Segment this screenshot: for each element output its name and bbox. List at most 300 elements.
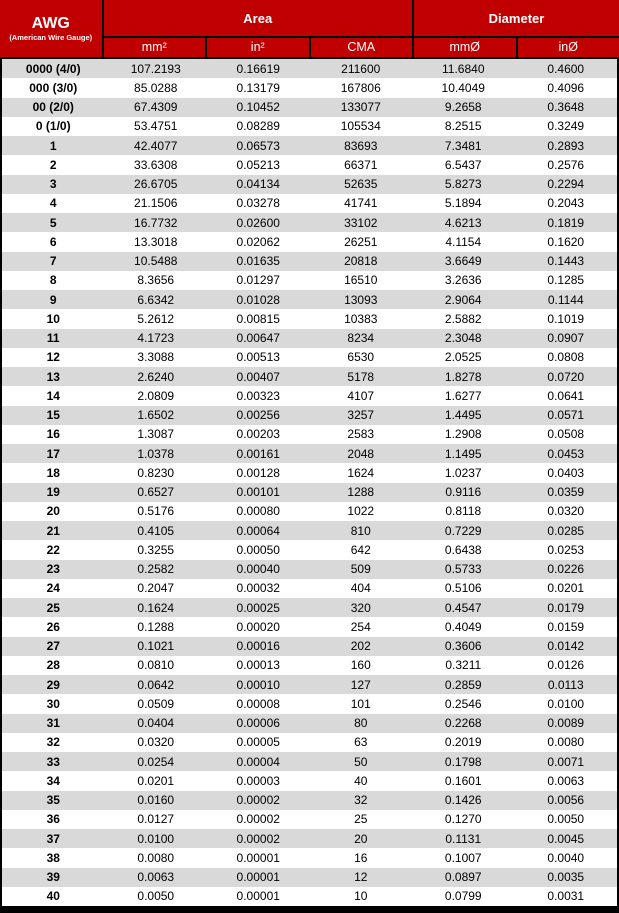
cell-mm-diameter: 0.5106	[444, 581, 482, 596]
cell-mm2-area: 107.2193	[130, 61, 181, 76]
cell-cma: 40	[354, 773, 368, 788]
cell-awg: 28	[46, 658, 60, 673]
cell-mm2-area: 0.8230	[137, 465, 175, 480]
cell-mm-diameter: 0.2268	[444, 716, 482, 731]
cell-cma: 83693	[344, 138, 378, 153]
cell-in-diameter: 0.0201	[547, 581, 585, 596]
cell-mm-diameter: 0.4547	[444, 600, 482, 615]
cell-awg: 11	[46, 331, 60, 346]
cell-mm2-area: 0.1624	[137, 600, 175, 615]
cell-cma: 167806	[340, 80, 381, 95]
cell-cma: 133077	[340, 100, 381, 115]
cell-awg: 2	[49, 157, 57, 172]
cell-mm-diameter: 1.2908	[444, 427, 482, 442]
cell-cma: 26251	[344, 234, 378, 249]
cell-cma: 10383	[344, 311, 378, 326]
cell-in-diameter: 0.0100	[547, 696, 585, 711]
cell-mm-diameter: 1.1495	[444, 446, 482, 461]
cell-awg: 0 (1/0)	[35, 119, 71, 134]
cell-in2-area: 0.00005	[236, 735, 280, 750]
cell-in-diameter: 0.1285	[547, 273, 585, 288]
table-row	[2, 771, 617, 790]
cell-in-diameter: 0.1620	[547, 234, 585, 249]
table-row	[2, 59, 617, 78]
cell-in-diameter: 0.0159	[547, 619, 585, 634]
cell-mm-diameter: 8.2515	[444, 119, 482, 134]
cell-mm2-area: 0.0050	[137, 889, 175, 904]
cell-mm-diameter: 2.3048	[444, 331, 482, 346]
cell-in2-area: 0.02062	[236, 234, 280, 249]
cell-cma: 3257	[347, 408, 375, 423]
cell-in-diameter: 0.0126	[547, 658, 585, 673]
cell-mm-diameter: 1.4495	[444, 408, 482, 423]
cell-in-diameter: 0.0285	[547, 523, 585, 538]
table-row	[2, 348, 617, 367]
cell-mm-diameter: 0.8118	[445, 504, 482, 519]
cell-in-diameter: 0.0453	[547, 446, 585, 461]
table-header	[0, 0, 619, 59]
table-row	[2, 386, 617, 405]
cell-mm2-area: 53.4751	[134, 119, 178, 134]
cell-in2-area: 0.00101	[236, 485, 280, 500]
cell-awg: 29	[46, 677, 60, 692]
table-row	[2, 829, 617, 848]
awg-header-cell	[0, 0, 102, 57]
cell-in2-area: 0.00002	[236, 812, 280, 827]
cell-awg: 36	[46, 812, 60, 827]
cell-cma: 32	[354, 793, 368, 808]
cell-awg: 39	[46, 870, 60, 885]
cell-in2-area: 0.00513	[236, 350, 280, 365]
cell-in2-area: 0.01028	[236, 292, 280, 307]
cell-mm2-area: 1.6502	[137, 408, 175, 423]
cell-mm-diameter: 0.3211	[445, 658, 482, 673]
cell-in-diameter: 0.3648	[547, 100, 585, 115]
cell-mm-diameter: 7.3481	[444, 138, 482, 153]
cell-mm2-area: 13.3018	[134, 234, 178, 249]
cell-in-diameter: 0.4096	[547, 80, 585, 95]
cell-mm2-area: 0.2047	[137, 581, 175, 596]
awg-title: AWG	[31, 14, 70, 32]
table-row	[2, 271, 617, 290]
table-row	[2, 714, 617, 733]
cell-mm2-area: 0.0320	[137, 735, 175, 750]
cell-cma: 6530	[347, 350, 375, 365]
cell-cma: 202	[350, 639, 371, 654]
cell-mm-diameter: 4.1154	[445, 234, 482, 249]
cell-mm-diameter: 0.1007	[444, 850, 482, 865]
cell-mm2-area: 0.5176	[137, 504, 175, 519]
cell-awg: 20	[46, 504, 60, 519]
cell-in2-area: 0.01635	[236, 254, 280, 269]
cell-in2-area: 0.06573	[236, 138, 280, 153]
cell-awg: 19	[46, 485, 60, 500]
cell-in-diameter: 0.0040	[547, 850, 585, 865]
cell-in2-area: 0.00032	[236, 581, 280, 596]
cell-in-diameter: 0.0808	[547, 350, 585, 365]
cell-awg: 14	[46, 388, 60, 403]
cell-mm-diameter: 3.6649	[444, 254, 482, 269]
table-row	[2, 521, 617, 540]
cell-in2-area: 0.00050	[236, 542, 280, 557]
cell-in-diameter: 0.0403	[547, 465, 585, 480]
cell-in-diameter: 0.0179	[547, 600, 585, 615]
cell-cma: 63	[354, 735, 368, 750]
cell-awg: 4	[49, 196, 57, 211]
cell-in-diameter: 0.0045	[547, 831, 585, 846]
cell-in-diameter: 0.1144	[547, 292, 584, 307]
column-header-cma: CMA	[311, 38, 413, 57]
cell-mm2-area: 42.4077	[134, 138, 178, 153]
cell-cma: 33102	[344, 215, 378, 230]
table-row	[2, 848, 617, 867]
table-row	[2, 117, 617, 136]
table-row	[2, 733, 617, 752]
cell-awg: 7	[49, 254, 57, 269]
cell-cma: 2048	[347, 446, 375, 461]
table-row	[2, 656, 617, 675]
cell-awg: 1	[49, 138, 57, 153]
cell-in2-area: 0.16619	[236, 61, 280, 76]
cell-mm-diameter: 11.6840	[442, 61, 485, 76]
table-row	[2, 502, 617, 521]
cell-in2-area: 0.00407	[236, 369, 280, 384]
table-row	[2, 194, 617, 213]
cell-in2-area: 0.00013	[236, 658, 280, 673]
cell-mm2-area: 21.1506	[134, 196, 178, 211]
cell-mm-diameter: 2.5882	[444, 311, 482, 326]
cell-cma: 211600	[341, 61, 381, 76]
diameter-group-header: Diameter	[414, 0, 619, 36]
cell-awg: 13	[46, 369, 60, 384]
cell-in2-area: 0.00016	[236, 639, 280, 654]
cell-cma: 5178	[347, 369, 375, 384]
column-header-in2-area: in²	[207, 38, 309, 57]
cell-in2-area: 0.10452	[236, 100, 280, 115]
cell-in-diameter: 0.0071	[547, 754, 585, 769]
cell-mm2-area: 0.1021	[137, 639, 175, 654]
cell-cma: 20	[354, 831, 368, 846]
cell-cma: 254	[350, 619, 371, 634]
cell-mm2-area: 67.4309	[134, 100, 178, 115]
cell-mm-diameter: 0.1270	[444, 812, 482, 827]
cell-in2-area: 0.00003	[236, 773, 280, 788]
cell-mm2-area: 10.5488	[134, 254, 178, 269]
cell-in2-area: 0.00040	[236, 562, 280, 577]
table-row	[2, 675, 617, 694]
table-row	[2, 540, 617, 559]
cell-in2-area: 0.00080	[236, 504, 280, 519]
cell-mm-diameter: 0.1131	[445, 831, 482, 846]
cell-mm2-area: 2.0809	[137, 388, 175, 403]
cell-awg: 000 (3/0)	[29, 80, 78, 95]
table-row	[2, 309, 617, 328]
cell-in-diameter: 0.0031	[547, 889, 585, 904]
cell-mm2-area: 1.0378	[137, 446, 175, 461]
cell-in2-area: 0.03278	[236, 196, 280, 211]
cell-cma: 1022	[347, 504, 375, 519]
cell-mm2-area: 0.0100	[137, 831, 175, 846]
cell-cma: 642	[350, 542, 371, 557]
cell-awg: 17	[46, 446, 60, 461]
table-row	[2, 425, 617, 444]
table-row	[2, 887, 617, 906]
cell-mm-diameter: 9.2658	[444, 100, 482, 115]
cell-cma: 52635	[344, 177, 378, 192]
cell-cma: 8234	[347, 331, 375, 346]
cell-mm2-area: 0.1288	[137, 619, 175, 634]
cell-mm2-area: 8.3656	[137, 273, 175, 288]
cell-in2-area: 0.00002	[236, 793, 280, 808]
cell-cma: 13093	[344, 292, 378, 307]
cell-in2-area: 0.00004	[236, 754, 280, 769]
cell-in-diameter: 0.0089	[547, 716, 585, 731]
cell-in-diameter: 0.2576	[547, 157, 585, 172]
cell-cma: 66371	[344, 157, 378, 172]
cell-awg: 6	[49, 234, 57, 249]
cell-awg: 3	[49, 177, 57, 192]
cell-in-diameter: 0.0035	[547, 870, 585, 885]
cell-cma: 404	[350, 581, 371, 596]
cell-awg: 21	[46, 523, 60, 538]
table-row	[2, 155, 617, 174]
table-row	[2, 252, 617, 271]
cell-in-diameter: 0.0907	[547, 331, 585, 346]
table-row	[2, 444, 617, 463]
cell-in2-area: 0.00256	[236, 408, 280, 423]
cell-mm-diameter: 0.2546	[444, 696, 482, 711]
table-row	[2, 483, 617, 502]
table-row	[2, 791, 617, 810]
cell-cma: 20818	[344, 254, 378, 269]
cell-cma: 160	[350, 658, 371, 673]
cell-mm2-area: 0.0810	[137, 658, 175, 673]
cell-awg: 31	[46, 716, 60, 731]
table-row	[2, 406, 617, 425]
cell-cma: 16	[354, 850, 368, 865]
table-row	[2, 560, 617, 579]
cell-mm-diameter: 0.7229	[444, 523, 482, 538]
cell-mm-diameter: 3.2636	[444, 273, 482, 288]
cell-in-diameter: 0.0113	[547, 677, 584, 692]
cell-in-diameter: 0.0056	[547, 793, 585, 808]
cell-in2-area: 0.00161	[236, 446, 280, 461]
cell-in2-area: 0.00323	[236, 388, 280, 403]
table-row	[2, 637, 617, 656]
cell-mm2-area: 0.0063	[137, 870, 175, 885]
cell-mm-diameter: 0.3606	[444, 639, 482, 654]
cell-mm-diameter: 0.1426	[444, 793, 482, 808]
cell-in-diameter: 0.1819	[547, 215, 585, 230]
table-body	[0, 59, 619, 906]
cell-cma: 10	[354, 889, 368, 904]
cell-awg: 35	[46, 793, 60, 808]
table-row	[2, 329, 617, 348]
table-row	[2, 98, 617, 117]
cell-awg: 15	[46, 408, 60, 423]
cell-awg: 16	[46, 427, 60, 442]
column-header-in-diameter: inØ	[518, 38, 619, 57]
cell-mm2-area: 5.2612	[137, 311, 175, 326]
cell-mm-diameter: 10.4049	[441, 80, 485, 95]
cell-mm2-area: 0.0404	[137, 716, 175, 731]
cell-mm-diameter: 0.1798	[444, 754, 482, 769]
cell-mm2-area: 0.4105	[137, 523, 175, 538]
area-group-header: Area	[104, 0, 413, 36]
table-row	[2, 810, 617, 829]
cell-cma: 25	[354, 812, 368, 827]
cell-awg: 18	[46, 465, 60, 480]
cell-in-diameter: 0.0226	[547, 562, 585, 577]
cell-in2-area: 0.04134	[236, 177, 280, 192]
cell-mm2-area: 0.2582	[137, 562, 175, 577]
cell-in2-area: 0.00006	[236, 716, 280, 731]
cell-mm-diameter: 0.4049	[444, 619, 482, 634]
cell-in2-area: 0.02600	[236, 215, 280, 230]
cell-in2-area: 0.00128	[236, 465, 280, 480]
cell-awg: 26	[46, 619, 60, 634]
cell-mm-diameter: 0.5733	[444, 562, 482, 577]
cell-mm-diameter: 0.9116	[445, 485, 482, 500]
cell-cma: 12	[354, 870, 368, 885]
cell-in-diameter: 0.0508	[547, 427, 585, 442]
cell-awg: 30	[46, 696, 60, 711]
cell-in2-area: 0.00002	[236, 831, 280, 846]
table-row	[2, 213, 617, 232]
cell-in-diameter: 0.0720	[547, 369, 585, 384]
cell-awg: 25	[46, 600, 60, 615]
cell-in-diameter: 0.0142	[547, 639, 585, 654]
cell-in2-area: 0.13179	[236, 80, 280, 95]
cell-mm2-area: 0.0080	[137, 850, 175, 865]
cell-in-diameter: 0.4600	[547, 61, 585, 76]
cell-in2-area: 0.00008	[236, 696, 280, 711]
cell-awg: 38	[46, 850, 60, 865]
cell-cma: 80	[354, 716, 368, 731]
cell-cma: 105534	[340, 119, 381, 134]
cell-in2-area: 0.05213	[236, 157, 280, 172]
column-header-mm-diameter: mmØ	[414, 38, 516, 57]
table-row	[2, 752, 617, 771]
table-row	[2, 694, 617, 713]
cell-mm2-area: 33.6308	[134, 157, 178, 172]
cell-in2-area: 0.00025	[236, 600, 280, 615]
cell-in-diameter: 0.2893	[547, 138, 585, 153]
table-row	[2, 232, 617, 251]
cell-mm2-area: 0.6527	[137, 485, 175, 500]
table-row	[2, 598, 617, 617]
cell-mm2-area: 6.6342	[137, 292, 175, 307]
cell-cma: 101	[350, 696, 371, 711]
cell-in2-area: 0.00647	[236, 331, 280, 346]
cell-mm2-area: 4.1723	[137, 331, 175, 346]
cell-awg: 22	[46, 542, 60, 557]
cell-in-diameter: 0.1019	[547, 311, 585, 326]
cell-mm2-area: 16.7732	[134, 215, 178, 230]
cell-in2-area: 0.00815	[236, 311, 280, 326]
cell-in2-area: 0.00001	[236, 889, 280, 904]
cell-in-diameter: 0.0571	[547, 408, 585, 423]
table-row	[2, 78, 617, 97]
cell-awg: 23	[46, 562, 60, 577]
cell-mm-diameter: 5.1894	[444, 196, 482, 211]
table-row	[2, 579, 617, 598]
cell-in2-area: 0.00064	[236, 523, 280, 538]
cell-cma: 810	[350, 523, 371, 538]
cell-mm-diameter: 0.0799	[444, 889, 482, 904]
cell-mm-diameter: 0.2859	[444, 677, 482, 692]
cell-in2-area: 0.01297	[236, 273, 280, 288]
cell-awg: 12	[46, 350, 60, 365]
cell-mm2-area: 0.0201	[137, 773, 175, 788]
cell-awg: 0000 (4/0)	[25, 61, 81, 76]
cell-awg: 10	[46, 311, 60, 326]
cell-mm2-area: 2.6240	[137, 369, 175, 384]
cell-cma: 2583	[347, 427, 375, 442]
cell-in-diameter: 0.0253	[547, 542, 585, 557]
cell-in-diameter: 0.0359	[547, 485, 585, 500]
cell-in2-area: 0.00020	[236, 619, 280, 634]
table-row	[2, 617, 617, 636]
cell-cma: 4107	[347, 388, 375, 403]
cell-in-diameter: 0.0320	[547, 504, 585, 519]
cell-awg: 9	[49, 292, 57, 307]
cell-mm-diameter: 5.8273	[444, 177, 482, 192]
table-row	[2, 290, 617, 309]
cell-mm-diameter: 0.1601	[444, 773, 482, 788]
cell-mm2-area: 0.0642	[137, 677, 175, 692]
cell-cma: 509	[350, 562, 371, 577]
cell-in-diameter: 0.0080	[547, 735, 585, 750]
table-row	[2, 868, 617, 887]
cell-awg: 40	[46, 889, 60, 904]
cell-in-diameter: 0.1443	[547, 254, 585, 269]
cell-in2-area: 0.00203	[236, 427, 280, 442]
cell-in-diameter: 0.0050	[547, 812, 585, 827]
cell-awg: 33	[46, 754, 60, 769]
cell-mm2-area: 0.0509	[137, 696, 175, 711]
cell-mm2-area: 3.3088	[137, 350, 175, 365]
cell-in-diameter: 0.0641	[547, 388, 585, 403]
cell-mm2-area: 0.0127	[137, 812, 175, 827]
cell-in2-area: 0.00010	[236, 677, 280, 692]
cell-mm-diameter: 1.6277	[444, 388, 482, 403]
column-header-mm2-area: mm²	[104, 38, 206, 57]
cell-awg: 37	[46, 831, 60, 846]
cell-mm-diameter: 1.8278	[444, 369, 482, 384]
cell-in-diameter: 0.0063	[547, 773, 585, 788]
cell-mm2-area: 26.6705	[134, 177, 178, 192]
cell-awg: 5	[49, 215, 57, 230]
cell-cma: 127	[350, 677, 371, 692]
cell-cma: 16510	[344, 273, 378, 288]
cell-mm2-area: 1.3087	[137, 427, 175, 442]
cell-cma: 1288	[347, 485, 375, 500]
cell-mm-diameter: 2.9064	[444, 292, 482, 307]
cell-cma: 41741	[344, 196, 378, 211]
cell-awg: 8	[49, 273, 57, 288]
cell-mm-diameter: 2.0525	[444, 350, 482, 365]
cell-mm2-area: 0.0254	[137, 754, 175, 769]
table-row	[2, 175, 617, 194]
cell-awg: 24	[46, 581, 60, 596]
table-row	[2, 463, 617, 482]
cell-awg: 00 (2/0)	[32, 100, 74, 115]
cell-in-diameter: 0.3249	[547, 119, 585, 134]
cell-in2-area: 0.08289	[236, 119, 280, 134]
cell-mm-diameter: 6.5437	[444, 157, 482, 172]
cell-mm2-area: 85.0288	[134, 80, 178, 95]
